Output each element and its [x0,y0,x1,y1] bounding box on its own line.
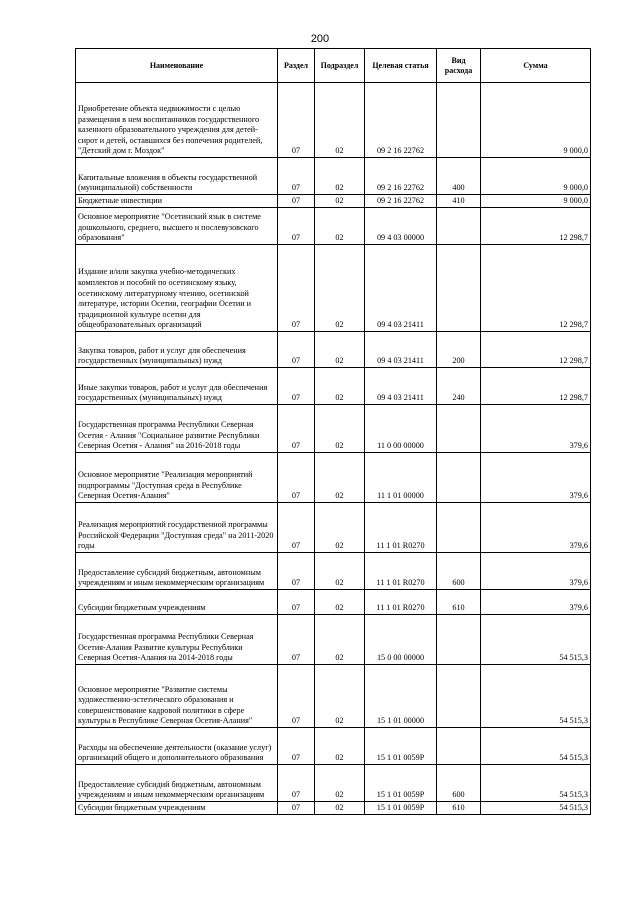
row-target: 11 1 01 R0270 [365,553,437,590]
budget-table [75,48,591,815]
row-kind: 600 [437,553,481,590]
header-kind: Вид расхода [437,49,481,83]
row-kind [437,503,481,553]
row-target: 15 1 01 00000 [365,665,437,728]
row-section: 07 [278,553,315,590]
table-row [76,615,591,665]
row-section: 07 [278,245,315,332]
row-name: Основное мероприятие "Реализация мероприятий подпрограммы "Доступная среда в Республике Северная Осетия-Алания" [76,453,278,503]
row-subsection: 02 [315,503,365,553]
row-kind [437,83,481,158]
row-name: Иные закупки товаров, работ и услуг для обеспечения государственных (муниципальных) нужд [76,368,278,405]
row-subsection: 02 [315,765,365,802]
row-name: Закупка товаров, работ и услуг для обеспечения государственных (муниципальных) нужд [76,332,278,368]
table-row [76,503,591,553]
table-row [76,405,591,453]
row-section: 07 [278,332,315,368]
row-subsection: 02 [315,83,365,158]
table-row [76,83,591,158]
row-name: Субсидии бюджетным учреждениям [76,802,278,815]
row-kind [437,208,481,245]
row-name: Издание и/или закупка учебно-методических комплектов и пособий по осетинскому языку, осетинскому литературному чтению, осетинской литературе, истории Осетии, географии Осетии и традиционной культуре осетин для общеобразовательных организаций [76,245,278,332]
row-section: 07 [278,728,315,765]
row-subsection: 02 [315,553,365,590]
row-sum: 379,6 [481,553,591,590]
row-kind [437,405,481,453]
row-kind: 610 [437,802,481,815]
row-sum: 379,6 [481,405,591,453]
row-sum: 379,6 [481,590,591,615]
row-kind: 610 [437,590,481,615]
table-row [76,765,591,802]
row-subsection: 02 [315,195,365,208]
header-name: Наименование [76,49,278,83]
row-target: 11 1 01 00000 [365,453,437,503]
table-row [76,553,591,590]
header-subsection: Подраздел [315,49,365,83]
page-number: 200 [310,33,330,45]
header-section: Раздел [278,49,315,83]
row-target: 09 2 16 22762 [365,83,437,158]
table-row [76,802,591,815]
row-kind: 600 [437,765,481,802]
table-row [76,245,591,332]
row-section: 07 [278,405,315,453]
table-row [76,728,591,765]
row-subsection: 02 [315,158,365,195]
row-name: Бюджетные инвестиции [76,195,278,208]
table-row [76,195,591,208]
row-sum: 9 000,0 [481,158,591,195]
row-sum: 12 298,7 [481,332,591,368]
row-section: 07 [278,208,315,245]
row-subsection: 02 [315,590,365,615]
row-sum: 12 298,7 [481,245,591,332]
row-section: 07 [278,765,315,802]
row-section: 07 [278,195,315,208]
row-sum: 54 515,3 [481,765,591,802]
row-section: 07 [278,83,315,158]
row-sum: 379,6 [481,453,591,503]
row-target: 09 4 03 00000 [365,208,437,245]
row-target: 11 0 00 00000 [365,405,437,453]
row-sum: 54 515,3 [481,728,591,765]
row-sum: 12 298,7 [481,208,591,245]
row-subsection: 02 [315,615,365,665]
row-target: 09 4 03 21411 [365,245,437,332]
row-subsection: 02 [315,332,365,368]
row-sum: 12 298,7 [481,368,591,405]
row-sum: 54 515,3 [481,615,591,665]
row-subsection: 02 [315,368,365,405]
row-name: Государственная программа Республики Северная Осетия - Алания "Социальное развитие Республики Северная Осетия - Алания" на 2016-2018 годы [76,405,278,453]
row-subsection: 02 [315,453,365,503]
row-name: Государственная программа Республики Северная Осетия-Алания Развитие культуры Республики Северная Осетия-Алания на 2014-2018 годы [76,615,278,665]
row-kind: 240 [437,368,481,405]
row-kind: 400 [437,158,481,195]
row-subsection: 02 [315,665,365,728]
row-target: 15 1 01 0059Р [365,765,437,802]
row-section: 07 [278,158,315,195]
row-target: 11 1 01 R0270 [365,590,437,615]
row-target: 15 1 01 0059Р [365,802,437,815]
row-kind [437,615,481,665]
row-target: 09 2 16 22762 [365,195,437,208]
header-target: Целевая статья [365,49,437,83]
row-target: 11 1 01 R0270 [365,503,437,553]
row-section: 07 [278,615,315,665]
header-sum: Сумма [481,49,591,83]
row-section: 07 [278,665,315,728]
row-sum: 54 515,3 [481,665,591,728]
row-name: Предоставление субсидий бюджетным, автономным учреждениям и иным некоммерческим организациям [76,553,278,590]
table-row [76,665,591,728]
row-section: 07 [278,590,315,615]
row-subsection: 02 [315,728,365,765]
table-row [76,208,591,245]
row-sum: 379,6 [481,503,591,553]
row-sum: 9 000,0 [481,195,591,208]
row-target: 15 1 01 0059Р [365,728,437,765]
row-name: Капитальные вложения в объекты государственной (муниципальной) собственности [76,158,278,195]
row-subsection: 02 [315,802,365,815]
table-row [76,590,591,615]
row-target: 09 4 03 21411 [365,332,437,368]
row-name: Расходы на обеспечение деятельности (оказание услуг) организаций общего и дополнительного образования [76,728,278,765]
row-section: 07 [278,802,315,815]
row-kind [437,728,481,765]
row-target: 09 4 03 21411 [365,368,437,405]
row-kind: 410 [437,195,481,208]
row-name: Предоставление субсидий бюджетным, автономным учреждениям и иным некоммерческим организациям [76,765,278,802]
row-name: Субсидии бюджетным учреждениям [76,590,278,615]
table-row [76,158,591,195]
row-subsection: 02 [315,245,365,332]
table-row [76,332,591,368]
row-target: 15 0 00 00000 [365,615,437,665]
row-sum: 54 515,3 [481,802,591,815]
row-kind: 200 [437,332,481,368]
row-section: 07 [278,503,315,553]
row-name: Основное мероприятие "Осетинский язык в системе дошкольного, среднего, высшего и послевузовского образования" [76,208,278,245]
row-subsection: 02 [315,405,365,453]
table-row [76,368,591,405]
row-name: Реализация мероприятий государственной программы Российской Федерации "Доступная среда" на 2011-2020 годы [76,503,278,553]
row-name: Основное мероприятие "Развитие системы художественно-эстетического образования и совершенствование кадровой политики в сфере культуры в Республике Северная Осетия-Алания" [76,665,278,728]
row-section: 07 [278,368,315,405]
table-row [76,453,591,503]
table-header-row [76,49,591,83]
row-target: 09 2 16 22762 [365,158,437,195]
row-section: 07 [278,453,315,503]
row-kind [437,453,481,503]
row-kind [437,665,481,728]
row-subsection: 02 [315,208,365,245]
row-name: Приобретение объекта недвижимости с целью размещения в нем воспитанников государственного казенного образовательного учреждения для детей-сирот и детей, оставшихся без попечения родителей, "Детский дом г. Моздок" [76,83,278,158]
row-kind [437,245,481,332]
row-sum: 9 000,0 [481,83,591,158]
